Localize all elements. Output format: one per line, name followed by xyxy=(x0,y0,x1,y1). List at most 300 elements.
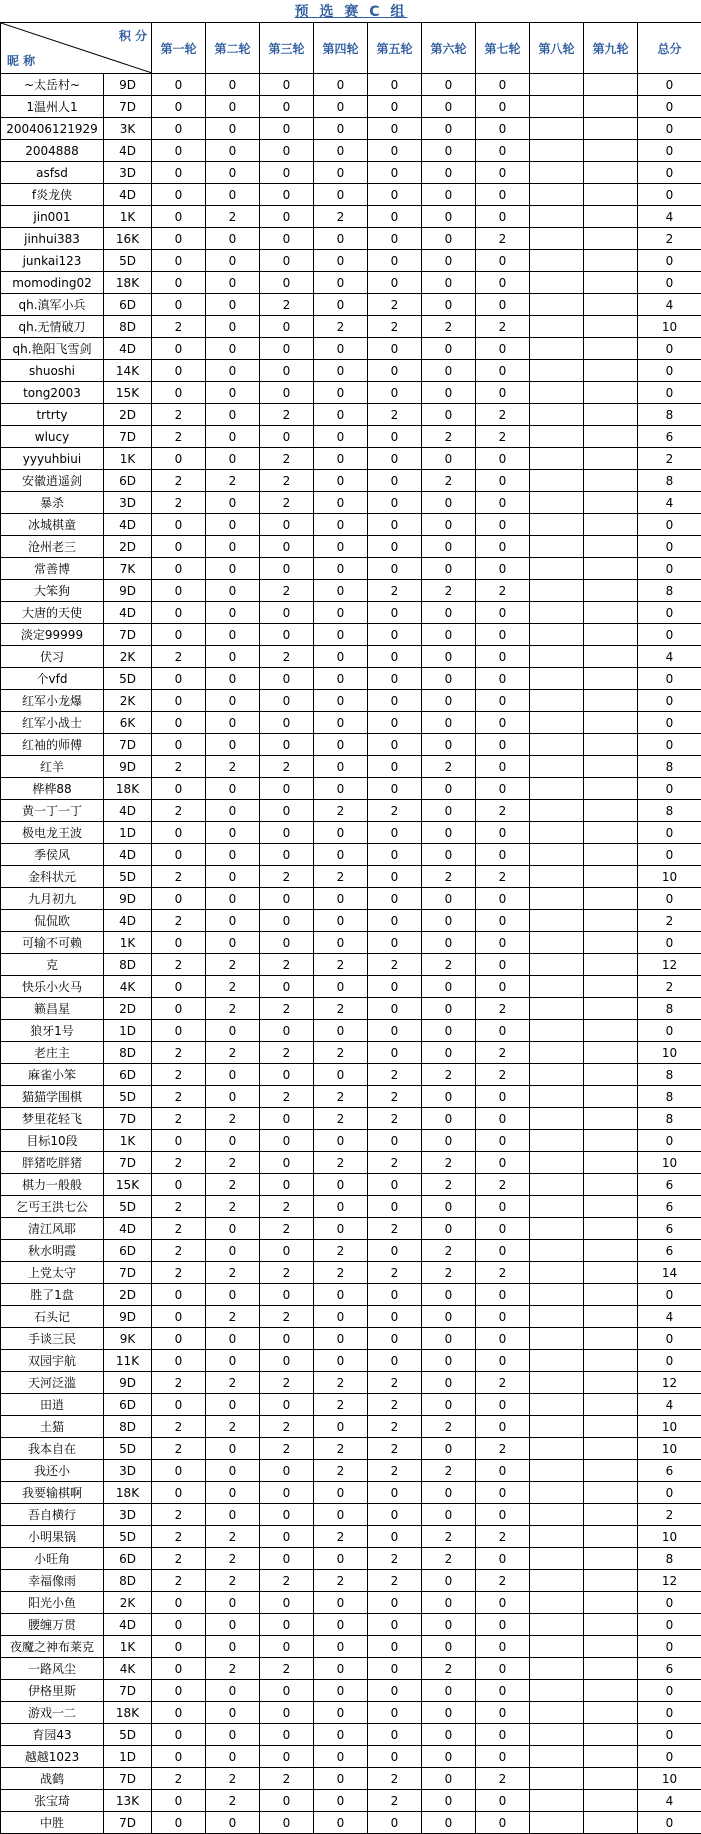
round-score-cell: 0 xyxy=(476,294,530,316)
round-score-cell: 0 xyxy=(314,580,368,602)
round-score-cell: 2 xyxy=(260,998,314,1020)
round-score-cell xyxy=(530,602,584,624)
player-rank-cell: 1K xyxy=(104,448,152,470)
round-score-cell: 0 xyxy=(260,1636,314,1658)
round-score-cell: 0 xyxy=(368,1592,422,1614)
round-score-cell: 2 xyxy=(152,1108,206,1130)
corner-header xyxy=(1,23,152,74)
round-score-cell: 0 xyxy=(476,360,530,382)
round-score-cell xyxy=(530,1262,584,1284)
player-name-cell: qh.无情破刀 xyxy=(1,316,104,338)
round-score-cell: 2 xyxy=(260,1658,314,1680)
player-rank-cell: 4D xyxy=(104,184,152,206)
total-score-cell: 0 xyxy=(638,712,701,734)
round-score-cell: 0 xyxy=(206,866,260,888)
table-row xyxy=(1,1108,701,1130)
round-score-cell xyxy=(530,382,584,404)
round-score-cell: 0 xyxy=(314,74,368,96)
player-rank-cell: 5D xyxy=(104,668,152,690)
round-score-cell: 2 xyxy=(260,1438,314,1460)
round-score-cell xyxy=(530,1218,584,1240)
round-score-cell: 0 xyxy=(368,1812,422,1834)
round-score-cell xyxy=(584,1438,638,1460)
round-score-cell: 2 xyxy=(206,1196,260,1218)
round-score-cell: 0 xyxy=(260,1504,314,1526)
round-score-cell: 0 xyxy=(368,888,422,910)
round-score-cell: 2 xyxy=(260,1306,314,1328)
round-score-cell: 0 xyxy=(422,272,476,294)
round-score-cell: 0 xyxy=(476,492,530,514)
round-score-cell: 0 xyxy=(476,1680,530,1702)
player-rank-cell: 4D xyxy=(104,514,152,536)
round-score-cell: 2 xyxy=(152,1526,206,1548)
round-score-cell: 2 xyxy=(422,1240,476,1262)
round-score-cell: 0 xyxy=(368,118,422,140)
round-score-cell: 0 xyxy=(314,1812,368,1834)
table-row xyxy=(1,844,701,866)
total-score-cell: 8 xyxy=(638,756,701,778)
round-score-cell: 0 xyxy=(152,536,206,558)
round-score-cell: 0 xyxy=(368,1306,422,1328)
round-score-cell: 0 xyxy=(260,206,314,228)
round-score-cell: 0 xyxy=(206,404,260,426)
round-score-cell xyxy=(530,998,584,1020)
round-score-cell: 0 xyxy=(152,1746,206,1768)
round-score-cell: 0 xyxy=(314,1064,368,1086)
player-name-cell: 快乐小火马 xyxy=(1,976,104,998)
round-score-cell: 2 xyxy=(206,1042,260,1064)
table-row xyxy=(1,1460,701,1482)
round-score-cell: 0 xyxy=(260,888,314,910)
round-score-cell xyxy=(530,140,584,162)
round-score-cell xyxy=(584,1790,638,1812)
round-score-cell xyxy=(584,404,638,426)
round-score-cell: 0 xyxy=(152,74,206,96)
round-score-cell: 0 xyxy=(368,602,422,624)
player-rank-cell: 4K xyxy=(104,1658,152,1680)
total-score-cell: 6 xyxy=(638,1460,701,1482)
table-row xyxy=(1,1548,701,1570)
round-score-cell: 2 xyxy=(314,866,368,888)
player-name-cell: 一路风尘 xyxy=(1,1658,104,1680)
player-name-cell: 胜了1盘 xyxy=(1,1284,104,1306)
total-score-cell: 0 xyxy=(638,690,701,712)
round-score-cell: 0 xyxy=(314,382,368,404)
table-row xyxy=(1,1262,701,1284)
player-rank-cell: 18K xyxy=(104,272,152,294)
round-score-cell: 0 xyxy=(476,1350,530,1372)
round-score-cell: 0 xyxy=(422,1218,476,1240)
round-score-cell: 0 xyxy=(152,1680,206,1702)
round-score-cell xyxy=(584,1108,638,1130)
round-score-cell: 2 xyxy=(368,1086,422,1108)
round-score-cell: 2 xyxy=(260,580,314,602)
total-score-cell: 10 xyxy=(638,866,701,888)
round-score-cell: 2 xyxy=(152,1416,206,1438)
round-score-cell: 2 xyxy=(314,1108,368,1130)
table-row xyxy=(1,184,701,206)
table-row xyxy=(1,1746,701,1768)
round-score-cell: 2 xyxy=(368,1262,422,1284)
round-score-cell: 0 xyxy=(260,1240,314,1262)
table-row xyxy=(1,910,701,932)
player-name-cell: 中胜 xyxy=(1,1812,104,1834)
total-score-cell: 6 xyxy=(638,1174,701,1196)
round-score-cell: 0 xyxy=(368,1174,422,1196)
round-score-cell: 0 xyxy=(422,118,476,140)
player-name-cell: ~太岳村~ xyxy=(1,74,104,96)
table-body xyxy=(1,74,701,1834)
player-rank-cell: 5D xyxy=(104,250,152,272)
round-score-cell: 0 xyxy=(422,536,476,558)
round-score-cell xyxy=(584,1152,638,1174)
round-score-cell: 0 xyxy=(422,1636,476,1658)
player-rank-cell: 4K xyxy=(104,976,152,998)
round-score-cell: 0 xyxy=(260,140,314,162)
player-rank-cell: 1D xyxy=(104,1746,152,1768)
table-row xyxy=(1,1504,701,1526)
total-score-cell: 0 xyxy=(638,1130,701,1152)
player-name-cell: 石头记 xyxy=(1,1306,104,1328)
table-row xyxy=(1,228,701,250)
round-score-cell: 2 xyxy=(152,1196,206,1218)
round-score-cell: 0 xyxy=(368,1482,422,1504)
round-score-cell: 0 xyxy=(368,426,422,448)
round-score-cell: 0 xyxy=(368,668,422,690)
player-rank-cell: 7D xyxy=(104,1152,152,1174)
round-score-cell xyxy=(530,184,584,206)
round-score-cell xyxy=(584,162,638,184)
round-score-cell: 0 xyxy=(476,822,530,844)
total-score-cell: 10 xyxy=(638,1152,701,1174)
round-score-cell: 0 xyxy=(152,778,206,800)
table-row xyxy=(1,1636,701,1658)
player-name-cell: 田逍 xyxy=(1,1394,104,1416)
round-score-cell: 0 xyxy=(206,1020,260,1042)
round-score-cell: 2 xyxy=(206,1570,260,1592)
round-score-cell: 0 xyxy=(422,294,476,316)
round-score-cell xyxy=(530,1438,584,1460)
round-score-cell xyxy=(584,690,638,712)
round-score-cell: 0 xyxy=(260,536,314,558)
round-score-cell: 0 xyxy=(152,1460,206,1482)
round-score-cell: 2 xyxy=(314,1372,368,1394)
player-name-cell: 梦里花轻飞 xyxy=(1,1108,104,1130)
total-score-cell: 10 xyxy=(638,1768,701,1790)
round-score-cell: 0 xyxy=(206,140,260,162)
round-score-cell: 2 xyxy=(260,1262,314,1284)
round-score-cell: 2 xyxy=(314,1438,368,1460)
total-score-cell: 8 xyxy=(638,1108,701,1130)
table-row xyxy=(1,712,701,734)
round-score-cell: 0 xyxy=(314,1482,368,1504)
player-name-cell: 个vfd xyxy=(1,668,104,690)
round-score-cell xyxy=(530,118,584,140)
round-score-cell: 2 xyxy=(476,1174,530,1196)
round-score-cell: 0 xyxy=(368,822,422,844)
round-score-cell: 0 xyxy=(476,1020,530,1042)
table-row xyxy=(1,96,701,118)
round-score-cell xyxy=(584,932,638,954)
table-row xyxy=(1,294,701,316)
total-score-cell: 0 xyxy=(638,272,701,294)
round-score-cell xyxy=(584,1526,638,1548)
table-row xyxy=(1,580,701,602)
round-score-cell xyxy=(584,1130,638,1152)
round-score-cell: 0 xyxy=(152,206,206,228)
table-row xyxy=(1,448,701,470)
round-score-cell: 0 xyxy=(476,470,530,492)
round-score-cell: 0 xyxy=(206,558,260,580)
round-score-cell xyxy=(584,272,638,294)
round-score-cell xyxy=(584,316,638,338)
round-score-cell xyxy=(530,1768,584,1790)
round-score-cell: 0 xyxy=(260,1064,314,1086)
player-rank-cell: 18K xyxy=(104,778,152,800)
round-score-cell xyxy=(584,1240,638,1262)
table-row xyxy=(1,1658,701,1680)
round-score-cell xyxy=(530,1702,584,1724)
player-name-cell: 黄一丁一丁 xyxy=(1,800,104,822)
total-score-cell: 2 xyxy=(638,1504,701,1526)
round-score-cell: 2 xyxy=(152,316,206,338)
round-score-cell xyxy=(530,1108,584,1130)
round-score-cell: 0 xyxy=(206,1130,260,1152)
round-score-cell: 0 xyxy=(314,1636,368,1658)
table-row xyxy=(1,492,701,514)
player-name-cell: 天河泛滥 xyxy=(1,1372,104,1394)
round-score-cell: 0 xyxy=(206,1636,260,1658)
round-score-cell: 0 xyxy=(368,646,422,668)
round-score-cell: 2 xyxy=(260,1042,314,1064)
round-score-cell: 0 xyxy=(206,382,260,404)
table-row xyxy=(1,1592,701,1614)
total-score-cell: 6 xyxy=(638,1196,701,1218)
round-score-cell: 0 xyxy=(314,1504,368,1526)
player-name-cell: 冰城棋童 xyxy=(1,514,104,536)
table-row xyxy=(1,1724,701,1746)
round-score-cell: 0 xyxy=(422,382,476,404)
round-score-cell: 2 xyxy=(152,404,206,426)
round-score-cell: 0 xyxy=(152,844,206,866)
table-row xyxy=(1,140,701,162)
round-score-cell xyxy=(584,448,638,470)
round-score-cell: 2 xyxy=(368,1152,422,1174)
round-score-cell xyxy=(584,624,638,646)
round-score-cell: 2 xyxy=(206,1174,260,1196)
round-score-cell xyxy=(530,206,584,228)
round-score-cell: 0 xyxy=(260,1482,314,1504)
player-rank-cell: 4D xyxy=(104,800,152,822)
round-score-cell xyxy=(584,998,638,1020)
round-score-cell xyxy=(584,1174,638,1196)
round-score-cell: 0 xyxy=(422,1042,476,1064)
round-score-cell xyxy=(530,1636,584,1658)
round-score-cell: 0 xyxy=(422,74,476,96)
round-score-cell: 0 xyxy=(314,1746,368,1768)
total-header: 总分 xyxy=(638,23,701,74)
player-rank-cell: 3D xyxy=(104,492,152,514)
player-rank-cell: 2K xyxy=(104,690,152,712)
round-score-cell: 0 xyxy=(260,690,314,712)
player-rank-cell: 16K xyxy=(104,228,152,250)
round-score-cell: 0 xyxy=(476,910,530,932)
round-score-cell: 0 xyxy=(314,976,368,998)
round-score-cell: 0 xyxy=(206,228,260,250)
player-name-cell: 我本自在 xyxy=(1,1438,104,1460)
round-score-cell: 0 xyxy=(314,1702,368,1724)
round-score-cell: 0 xyxy=(206,580,260,602)
round-score-cell: 0 xyxy=(314,1592,368,1614)
round-score-cell: 0 xyxy=(152,624,206,646)
round-score-cell xyxy=(530,1328,584,1350)
round-score-cell xyxy=(530,250,584,272)
round-score-cell xyxy=(530,712,584,734)
round-score-cell: 0 xyxy=(476,272,530,294)
round-score-cell: 0 xyxy=(152,998,206,1020)
table-row xyxy=(1,1570,701,1592)
round-score-cell: 0 xyxy=(368,712,422,734)
round-score-cell: 0 xyxy=(476,162,530,184)
round-score-cell: 0 xyxy=(476,96,530,118)
round-score-cell: 2 xyxy=(422,426,476,448)
round-score-cell: 0 xyxy=(260,602,314,624)
round-score-cell: 0 xyxy=(314,536,368,558)
round-score-cell: 0 xyxy=(314,404,368,426)
round-header: 第七轮 xyxy=(476,23,530,74)
round-score-cell: 2 xyxy=(368,1108,422,1130)
round-score-cell xyxy=(584,426,638,448)
round-score-cell: 0 xyxy=(368,756,422,778)
table-row xyxy=(1,1482,701,1504)
player-name-cell: 200406121929 xyxy=(1,118,104,140)
round-score-cell: 0 xyxy=(152,1592,206,1614)
round-score-cell: 2 xyxy=(260,448,314,470)
player-name-cell: 麻雀小笨 xyxy=(1,1064,104,1086)
round-score-cell: 0 xyxy=(152,1636,206,1658)
round-score-cell: 0 xyxy=(206,1724,260,1746)
round-score-cell: 0 xyxy=(422,448,476,470)
player-name-cell: 猫猫学围棋 xyxy=(1,1086,104,1108)
round-score-cell xyxy=(530,1790,584,1812)
round-header: 第一轮 xyxy=(152,23,206,74)
round-score-cell: 0 xyxy=(476,184,530,206)
table-row xyxy=(1,822,701,844)
total-score-cell: 0 xyxy=(638,1702,701,1724)
player-name-cell: asfsd xyxy=(1,162,104,184)
round-score-cell xyxy=(584,1372,638,1394)
round-score-cell: 0 xyxy=(476,1394,530,1416)
round-score-cell: 0 xyxy=(152,712,206,734)
round-score-cell: 2 xyxy=(422,1262,476,1284)
total-score-cell: 8 xyxy=(638,404,701,426)
player-rank-cell: 13K xyxy=(104,1790,152,1812)
player-rank-cell: 7D xyxy=(104,1108,152,1130)
table-row xyxy=(1,1438,701,1460)
total-score-cell: 0 xyxy=(638,558,701,580)
player-name-cell: 季侯风 xyxy=(1,844,104,866)
round-score-cell: 0 xyxy=(206,250,260,272)
round-score-cell xyxy=(530,778,584,800)
round-score-cell: 0 xyxy=(422,690,476,712)
round-score-cell xyxy=(530,1526,584,1548)
round-score-cell: 0 xyxy=(422,1812,476,1834)
round-score-cell: 0 xyxy=(260,1350,314,1372)
round-score-cell xyxy=(530,228,584,250)
table-row xyxy=(1,404,701,426)
round-score-cell: 0 xyxy=(314,360,368,382)
round-score-cell: 2 xyxy=(476,426,530,448)
round-score-cell: 0 xyxy=(314,228,368,250)
round-score-cell xyxy=(584,1680,638,1702)
round-score-cell: 0 xyxy=(422,1020,476,1042)
total-score-cell: 10 xyxy=(638,316,701,338)
round-score-cell xyxy=(530,1086,584,1108)
round-score-cell: 0 xyxy=(476,1812,530,1834)
round-score-cell: 2 xyxy=(206,954,260,976)
round-score-cell xyxy=(584,360,638,382)
player-rank-cell: 5D xyxy=(104,1526,152,1548)
round-score-cell: 0 xyxy=(152,668,206,690)
table-row xyxy=(1,800,701,822)
round-score-cell xyxy=(584,1702,638,1724)
player-rank-cell: 9D xyxy=(104,888,152,910)
round-score-cell: 0 xyxy=(422,1592,476,1614)
round-score-cell: 0 xyxy=(260,272,314,294)
round-score-cell: 0 xyxy=(152,976,206,998)
round-score-cell xyxy=(584,514,638,536)
round-score-cell xyxy=(530,976,584,998)
round-score-cell: 2 xyxy=(206,756,260,778)
round-score-cell: 2 xyxy=(260,954,314,976)
round-score-cell: 2 xyxy=(152,426,206,448)
round-score-cell: 0 xyxy=(206,1614,260,1636)
round-score-cell: 2 xyxy=(368,1372,422,1394)
round-score-cell xyxy=(530,1284,584,1306)
player-rank-cell: 4D xyxy=(104,338,152,360)
total-score-cell: 12 xyxy=(638,954,701,976)
round-score-cell: 0 xyxy=(368,624,422,646)
round-score-cell: 0 xyxy=(476,756,530,778)
round-score-cell: 2 xyxy=(422,1174,476,1196)
round-score-cell: 0 xyxy=(206,844,260,866)
round-score-cell xyxy=(584,536,638,558)
round-score-cell xyxy=(530,1680,584,1702)
round-score-cell xyxy=(530,932,584,954)
round-score-cell: 2 xyxy=(422,1064,476,1086)
round-score-cell xyxy=(530,888,584,910)
round-score-cell: 0 xyxy=(314,1548,368,1570)
player-rank-cell: 15K xyxy=(104,1174,152,1196)
round-score-cell: 0 xyxy=(476,1086,530,1108)
round-score-cell: 0 xyxy=(314,1350,368,1372)
table-row xyxy=(1,1768,701,1790)
round-score-cell xyxy=(584,800,638,822)
round-score-cell: 0 xyxy=(368,976,422,998)
round-score-cell: 0 xyxy=(260,96,314,118)
round-score-cell xyxy=(584,1482,638,1504)
round-score-cell: 0 xyxy=(422,712,476,734)
round-score-cell xyxy=(584,1416,638,1438)
round-score-cell: 0 xyxy=(476,1548,530,1570)
round-score-cell: 0 xyxy=(206,118,260,140)
total-score-cell: 4 xyxy=(638,294,701,316)
table-row xyxy=(1,1130,701,1152)
round-score-cell: 0 xyxy=(314,690,368,712)
player-name-cell: 游戏一二 xyxy=(1,1702,104,1724)
table-row xyxy=(1,954,701,976)
round-score-cell: 0 xyxy=(422,184,476,206)
